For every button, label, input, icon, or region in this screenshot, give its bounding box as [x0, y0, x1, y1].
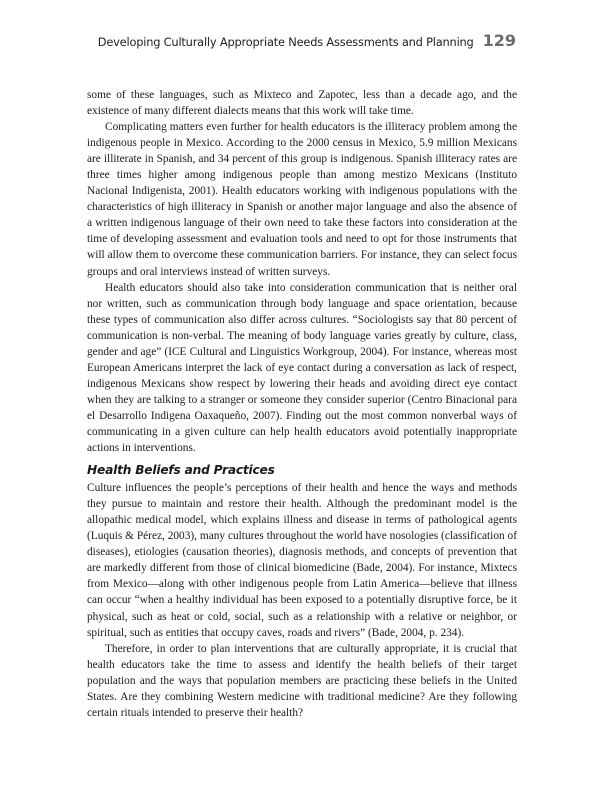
page-number: 129: [482, 31, 516, 50]
running-title: Developing Culturally Appropriate Needs Assessments and Planning: [97, 35, 474, 49]
paragraph-nonverbal-communication: Health educators should also take into consideration communication that is neither oral nor written, such as communication through body language and space orientation, because these types of communication also differ across cultures. “Sociologists say that 80 percent of communication is non-verbal. The meaning of body language varies greatly by culture, class, gender and age” (ICE Cultural and Linguistics Workgroup, 2004). For instance, whereas most European Americans interpret the lack of eye contact during a conversation as lack of respect, indigenous Mexicans show respect by lowering their heads and avoiding direct eye contact when they are talking to a stranger or someone they consider superior (Centro Binacional para el Desarrollo Indigena Oaxaqueño, 2007). Finding out the most common nonverbal ways of communicating in a given culture can help health educators avoid potentially inappropriate actions in interventions.: [87, 281, 517, 455]
paragraph-plan-interventions: Therefore, in order to plan interventions that are culturally appropriate, it is crucial that health educators take the time to assess and identify the health beliefs of their target population and the ways that population members are practicing these beliefs in the United States. Are they combining Western medicine with traditional medicine? Are they following certain rituals intended to preserve their health?: [87, 642, 517, 719]
paragraph-continued: some of these languages, such as Mixteco and Zapotec, less than a decade ago, and the existence of many different dialects means that this work will take time.: [87, 89, 517, 118]
paragraph-illiteracy: Complicating matters even further for health educators is the illiteracy problem among the indigenous people in Mexico. According to the 2000 census in Mexico, 5.9 million Mexicans are illiterate in Spanish, and 34 percent of this group is indigenous. Spanish illiteracy rates are three times higher among indigenous people than among mestizo Mexicans (Instituto Nacional Indigenista, 2001). Health educators working with indigenous populations with the characteristics of high illiteracy in Spanish or another major language and also the absence of a written indigenous language of their own need to take these factors into consideration at the time of developing assessment and evaluation tools and need to opt for those instruments that will allow them to overcome these communication barriers. For instance, they can select focus groups and oral interviews instead of written surveys.: [87, 121, 517, 278]
paragraph-health-beliefs: Culture influences the people’s perceptions of their health and hence the ways and methods they pursue to maintain and restore their health. Although the predominant model is the allopathic medical model, which explains illness and disease in terms of pathological agents (Luquis & Pérez, 2003), many cultures throughout the world have nosologies (classification of diseases), etiologies (causation theories), diagnosis methods, and concepts of prevention that are markedly different from those of clinical biomedicine (Bade, 2004). For instance, Mixtecs from Mexico—along with other indigenous people from Latin America—believe that illness can occur “when a healthy individual has been exposed to a potentially disruptive force, be it physical, such as heat or cold, social, such as a relationship with a relative or neighbor, or spiritual, such as entities that occupy caves, roads and rivers” (Bade, 2004, p. 234).: [87, 482, 517, 639]
running-head: [86, 31, 516, 50]
section-heading: Health Beliefs and Practices: [87, 463, 275, 478]
body-text: [87, 87, 517, 721]
